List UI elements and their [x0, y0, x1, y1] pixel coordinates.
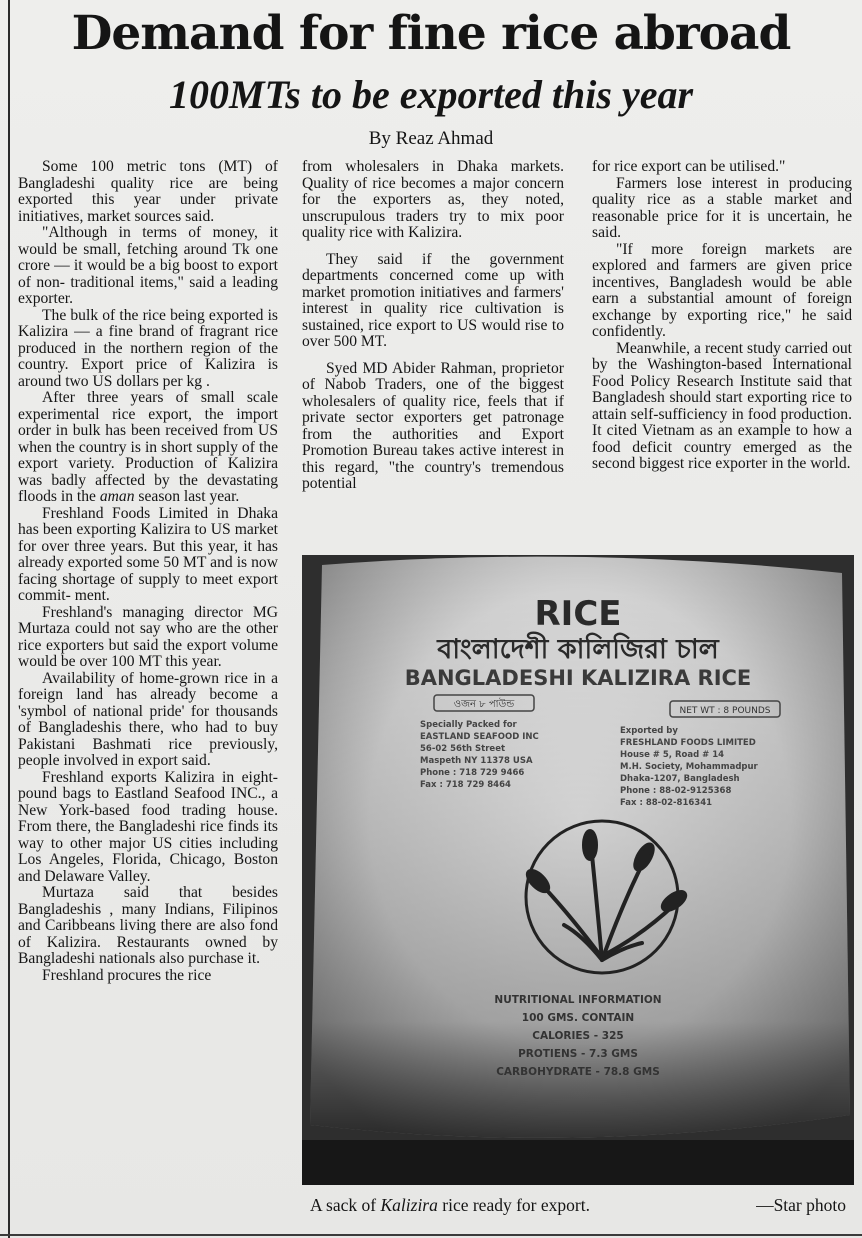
paragraph: Freshland exports Kalizira in eight-pound bags to Eastland Seafood INC., a New York-based food trading house. From there, the Bangladeshi rice finds its way to other major US cities including Los Angeles, Florida, Chicago, Boston and Delaware Valley.	[18, 768, 278, 885]
paragraph: "If more foreign markets are explored and farmers are given price incentives, Bangladesh would be able earn a substantial amount of foreign exchange by exporting rice," he said confidently.	[592, 240, 852, 340]
paragraph: Farmers lose interest in producing quality rice as a stable market and reasonable price for it is uncertain, he said.	[592, 174, 852, 241]
paragraph: Syed MD Abider Rahman, proprietor of Nabob Traders, one of the biggest wholesalers of quality rice, feels that if private sector exporters get patronage from the authorities and Export Promotion Bureau takes active interest in this regard, "the country's tremendous potential	[302, 359, 564, 492]
paragraph-text: After three years of small scale experimental rice export, the import order in bulk has been received from US when the country is in short supply of the export variety. Production of Kalizira was badly affected by the devastating floods in the	[18, 389, 278, 505]
nutrition-line: CARBOHYDRATE - 78.8 GMS	[496, 1066, 660, 1078]
paragraph: from wholesalers in Dhaka markets. Quality of rice becomes a major concern for the exporters as, they noted, unscrupulous traders try to mix poor quality rice with Kalizira.	[302, 158, 564, 241]
bag-subtitle: BANGLADESHI KALIZIRA RICE	[404, 666, 752, 690]
left-label-text: ওজন ৮ পাউন্ড	[453, 699, 515, 710]
address-line: 56-02 56th Street	[420, 744, 506, 754]
headline: Demand for fine rice abroad	[71, 6, 791, 61]
paragraph: Some 100 metric tons (MT) of Bangladeshi quality rice are being exported this year under private initiatives, market sources said.	[18, 158, 278, 225]
paragraph: Freshland's managing director MG Murtaza could not say who are the other rice exporters but said the export volume would be over 100 MT this year.	[18, 603, 278, 670]
left-rule	[8, 0, 10, 1238]
address-line: Phone : 88-02-9125368	[620, 786, 732, 796]
subheadline: 100MTs to be exported this year	[168, 72, 694, 117]
nutrition-line: 100 GMS. CONTAIN	[521, 1012, 635, 1024]
article-column-2	[302, 159, 564, 493]
paragraph: Freshland procures the rice	[42, 966, 212, 984]
italic-term: aman	[99, 488, 135, 505]
address-line: EASTLAND SEAFOOD INC	[420, 732, 539, 742]
rice-sack-photo	[302, 555, 854, 1185]
address-line: Phone : 718 729 9466	[420, 768, 525, 778]
caption-part: rice ready for export.	[437, 1195, 590, 1215]
nutrition-line: PROTIENS - 7.3 GMS	[518, 1048, 638, 1060]
article-column-1	[18, 159, 278, 984]
byline: By Reaz Ahmad	[368, 128, 494, 149]
paragraph: Meanwhile, a recent study carried out by the Washington-based International Food Policy Research Institute said that Bangladesh should start exporting rice to attain self-sufficiency in food production. It cited Vietnam as an example to how a food deficit country emerged as the second biggest rice exporter in the world.	[592, 339, 852, 472]
caption-text	[310, 1193, 590, 1217]
paragraph-text: season last year.	[134, 488, 240, 505]
paragraph: for rice export can be utilised."	[592, 158, 786, 175]
paragraph: Murtaza said that besides Bangladeshis , many Indians, Filipinos and Caribbeans living there are also fond of Kalizira. Restaurants owned by Bangladeshi nationals also purchase it.	[18, 884, 278, 967]
photo-credit: —Star photo	[756, 1195, 846, 1215]
address-line: Dhaka-1207, Bangladesh	[620, 774, 740, 784]
exported-by-label: Exported by	[620, 726, 678, 736]
bottom-rule	[0, 1234, 862, 1236]
paragraph: The bulk of the rice being exported is Kalizira — a fine brand of fragrant rice produced in the northern region of the country. Export price of Kalizira is around two US dollars per kg .	[18, 306, 278, 390]
paragraph: Availability of home-grown rice in a foreign land has already become a 'symbol of national pride' for thousands of Bangladeshis there, who had to buy Pakistani Bashmati rice previously, people involved in export said.	[18, 669, 278, 769]
article-column-3	[592, 159, 852, 473]
address-line: House # 5, Road # 14	[620, 750, 725, 760]
paragraph: "Although in terms of money, it would be small, fetching around Tk one crore — it would be a big boost to export of non- traditional items," said a leading exporter.	[18, 224, 278, 307]
caption-part: A sack of	[310, 1195, 381, 1215]
address-line: Fax : 88-02-816341	[620, 798, 713, 808]
bag-title: RICE	[534, 594, 622, 634]
address-line: M.H. Society, Mohammadpur	[620, 762, 758, 772]
paragraph	[18, 390, 278, 506]
rice-sack-illustration	[302, 555, 854, 1185]
nutrition-line: CALORIES - 325	[532, 1030, 624, 1042]
paragraph: Freshland Foods Limited in Dhaka has been exporting Kalizira to US market for over three years. But this year, it has already exported some 50 MT and is now facing shortage of supply to meet export commit- ment.	[18, 504, 278, 604]
right-label-text: NET WT : 8 POUNDS	[679, 706, 771, 716]
caption-italic: Kalizira	[380, 1195, 438, 1215]
nutrition-line: NUTRITIONAL INFORMATION	[494, 994, 662, 1006]
address-line: Fax : 718 729 8464	[420, 780, 511, 790]
bag-bengali-title: বাংলাদেশী কালিজিরা চাল	[437, 634, 719, 665]
packed-for-label: Specially Packed for	[420, 720, 517, 730]
address-line: FRESHLAND FOODS LIMITED	[620, 738, 756, 748]
address-line: Maspeth NY 11378 USA	[420, 756, 533, 766]
paragraph: They said if the government departments concerned come up with market promotion initiatives and farmers' interest in quality rice cultivation is sustained, rice export to US would rise to over 500 MT.	[302, 250, 564, 350]
